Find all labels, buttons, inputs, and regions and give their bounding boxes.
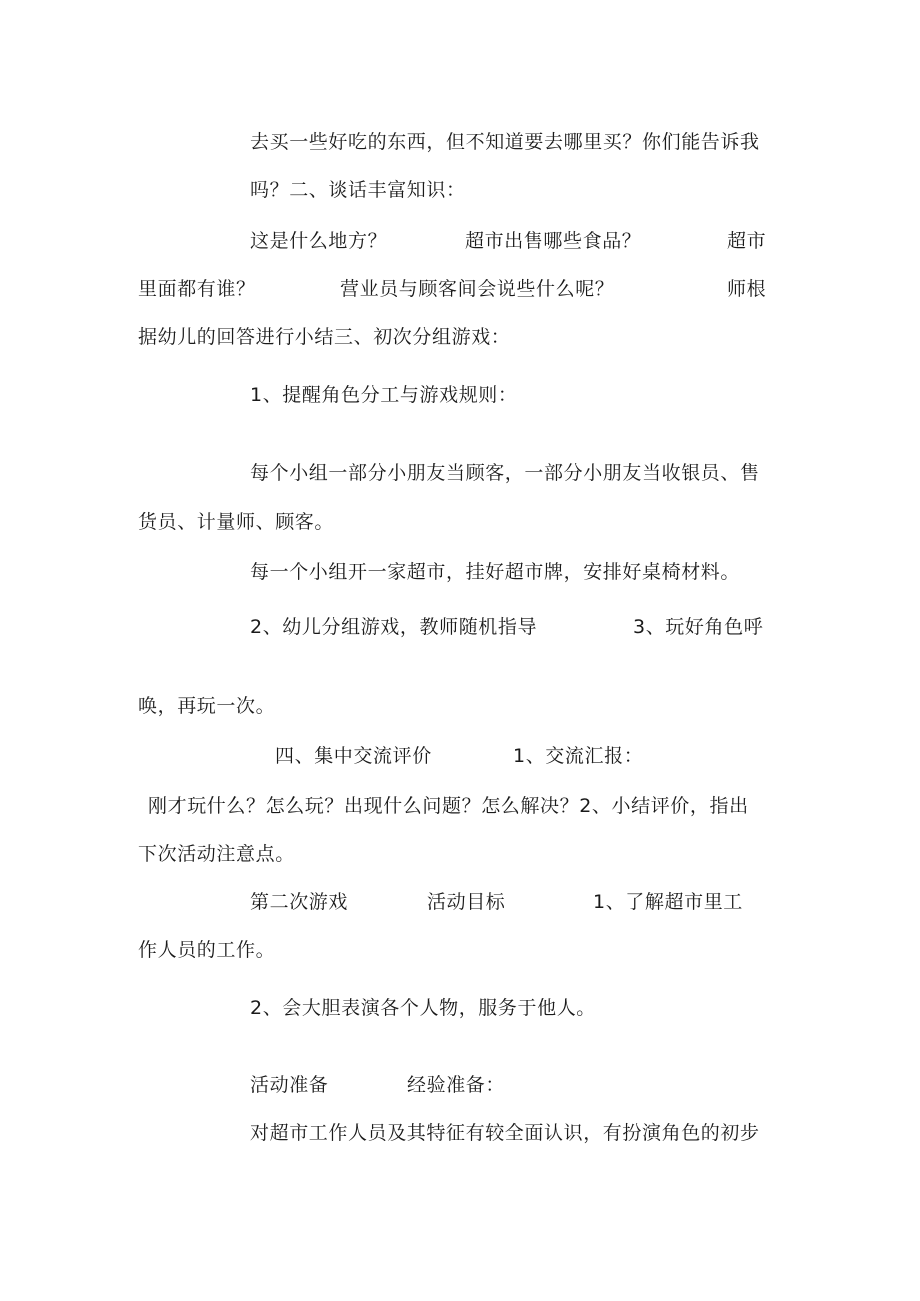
text-line: 下次活动注意点。	[138, 843, 295, 865]
text-line: 活动准备	[250, 1074, 329, 1096]
text-line: 2、幼儿分组游戏，教师随机指导	[250, 616, 538, 638]
text-line: 四、集中交流评价	[275, 745, 432, 767]
text-line: 活动目标	[427, 891, 506, 913]
text-line: 这是什么地方？	[250, 230, 388, 252]
text-line: 作人员的工作。	[138, 939, 276, 961]
text-line: 1、了解超市里工	[593, 891, 743, 913]
text-line: 去买一些好吃的东西，但不知道要去哪里买？你们能告诉我	[250, 131, 760, 153]
text-line: 对超市工作人员及其特征有较全面认识，有扮演角色的初步	[250, 1122, 760, 1144]
text-line: 1、提醒角色分工与游戏规则：	[250, 384, 518, 406]
text-line: 据幼儿的回答进行小结三、初次分组游戏：	[138, 326, 511, 348]
text-line: 每个小组一部分小朋友当顾客，一部分小朋友当收银员、售	[250, 462, 760, 484]
text-line: 货员、计量师、顾客。	[138, 511, 335, 533]
text-line: 第二次游戏	[250, 891, 349, 913]
text-line: 师根	[727, 278, 767, 300]
text-line: 吗？二、谈话丰富知识：	[250, 179, 466, 201]
text-line: 3、玩好角色呼	[633, 616, 764, 638]
text-line: 2、会大胆表演各个人物，服务于他人。	[250, 997, 596, 1019]
text-line: 里面都有谁？	[138, 278, 256, 300]
text-line: 每一个小组开一家超市，挂好超市牌，安排好桌椅材料。	[250, 561, 741, 583]
text-line: 经验准备：	[407, 1074, 506, 1096]
text-line: 唤，再玩一次。	[138, 695, 276, 717]
text-line: 营业员与顾客间会说些什么呢？	[340, 278, 615, 300]
text-line: 刚才玩什么？怎么玩？出现什么问题？怎么解决？2、小结评价，指出	[148, 795, 749, 817]
text-line: 1、交流汇报：	[513, 745, 644, 767]
text-line: 超市出售哪些食品？	[465, 230, 642, 252]
text-line: 超市	[727, 230, 767, 252]
